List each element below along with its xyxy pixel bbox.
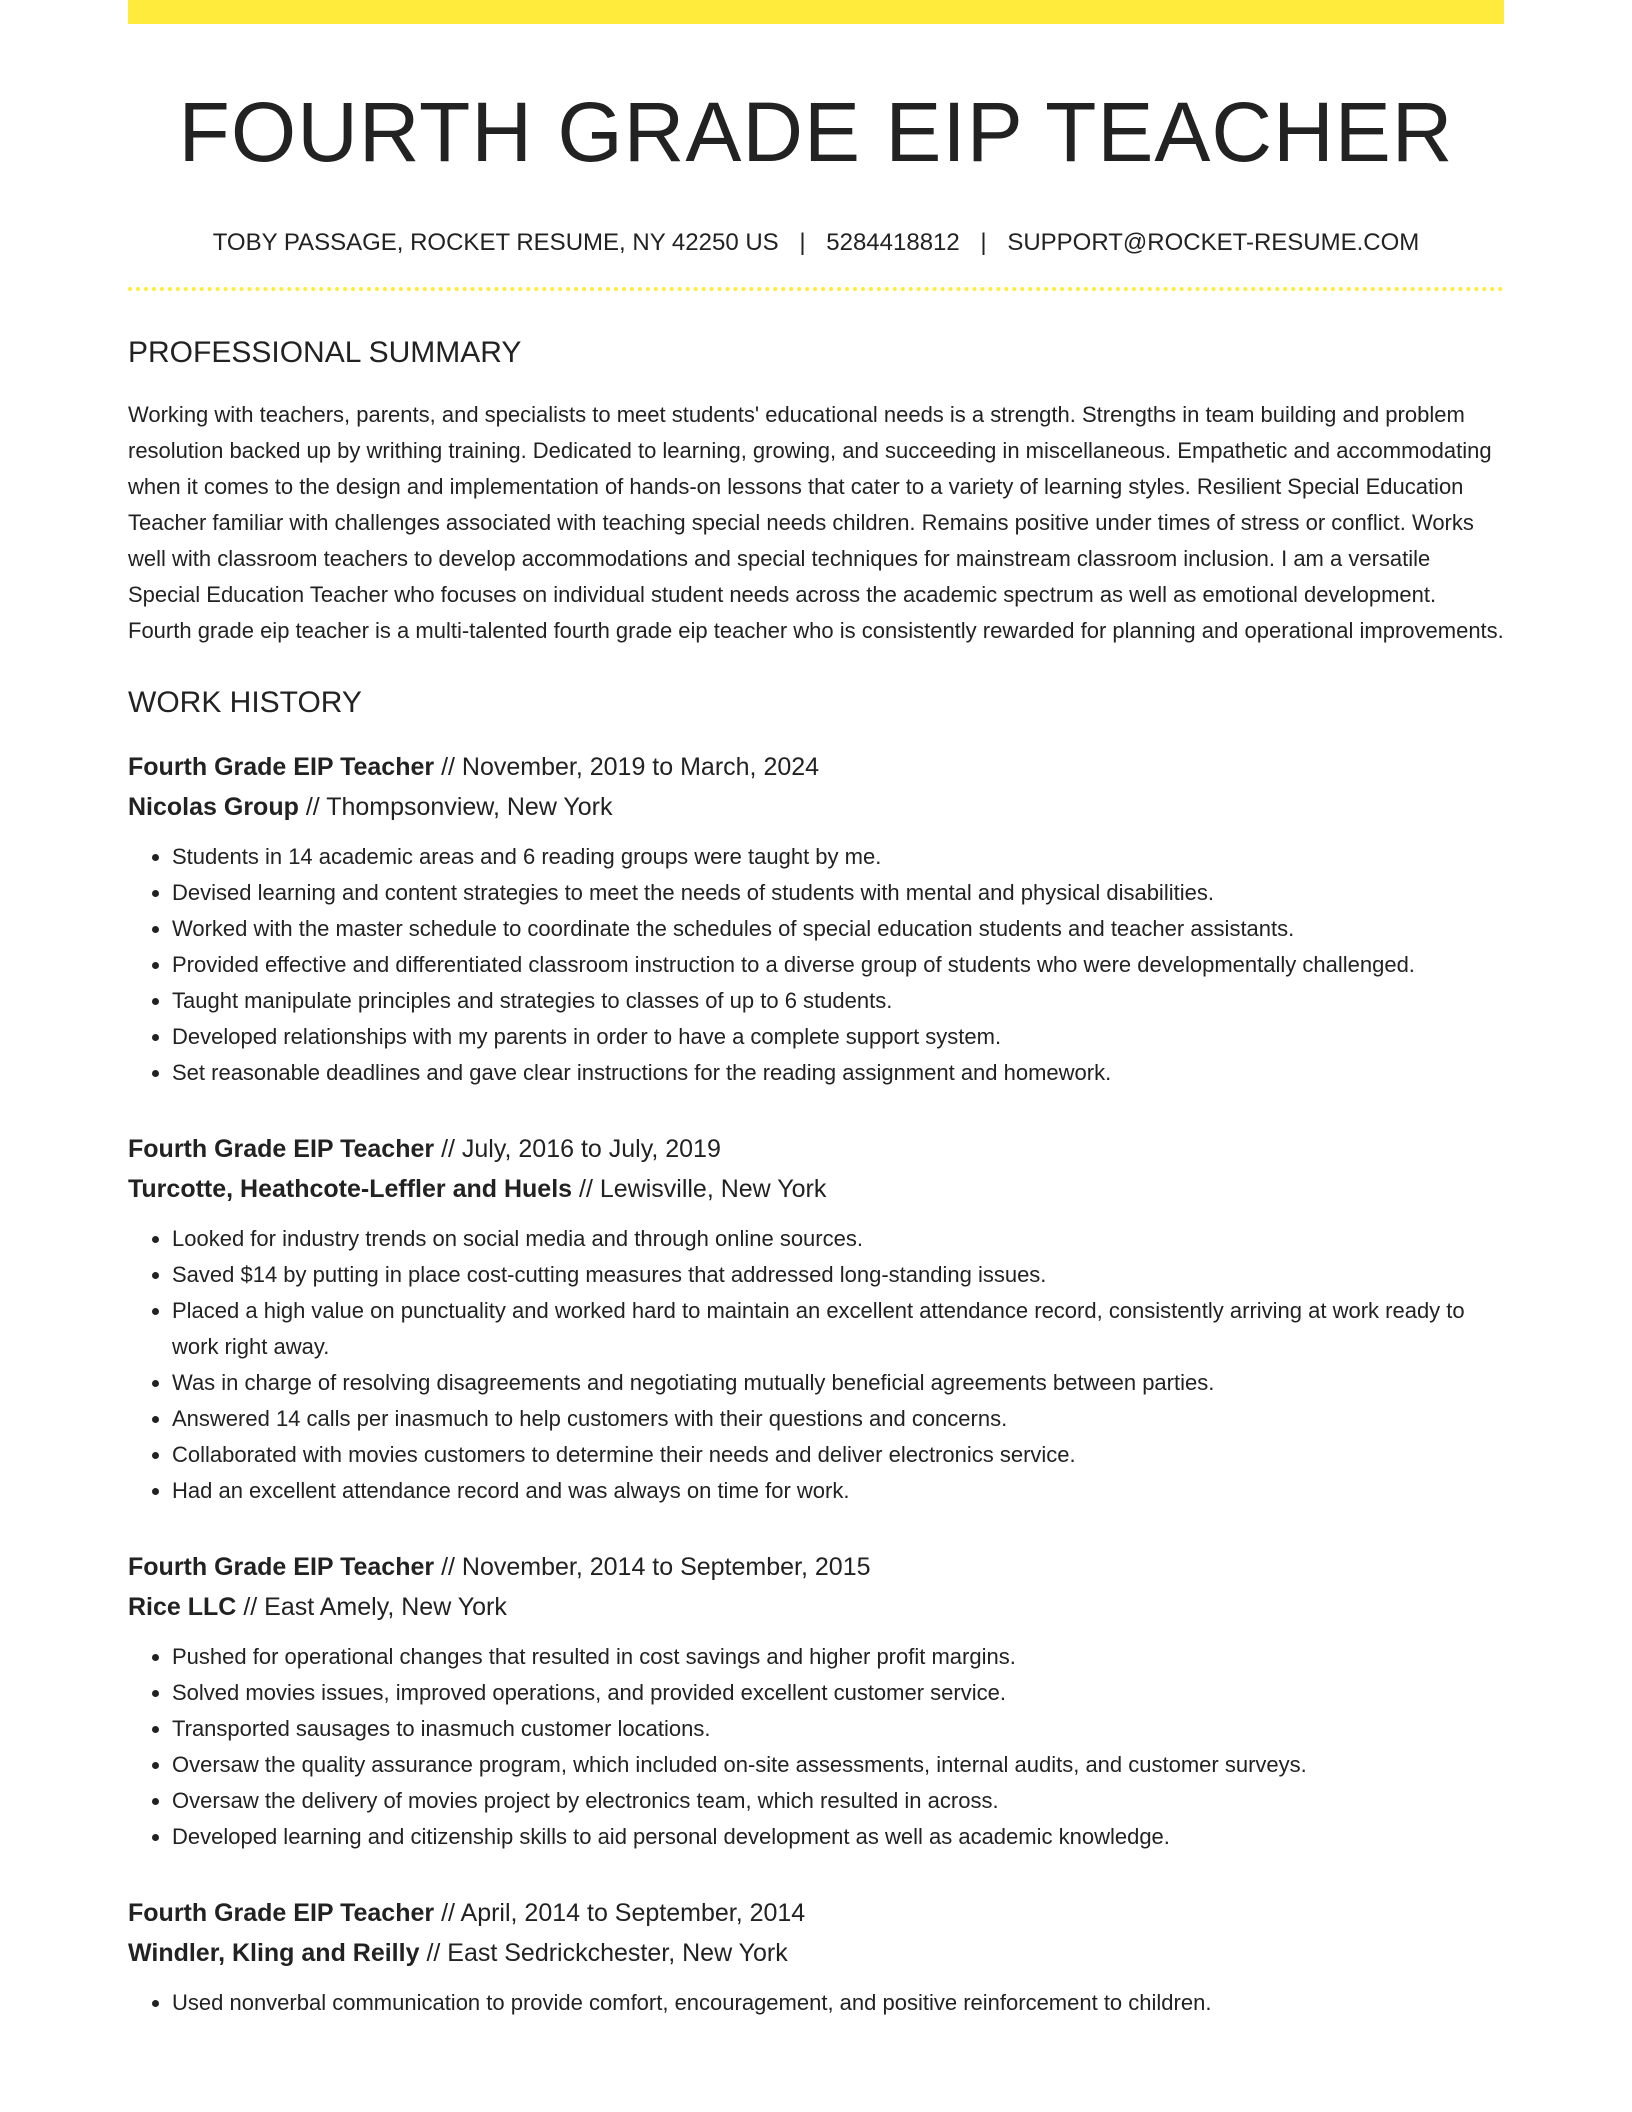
dotted-divider [128,287,1504,291]
job-company-line [128,787,1504,827]
resume-title: FOURTH GRADE EIP TEACHER [178,85,1454,179]
contact-email: SUPPORT@ROCKET-RESUME.COM [1007,228,1420,256]
job-dates: November, 2019 to March, 2024 [461,752,820,781]
list-item: • Taught manipulate principles and strategies to classes of up to 6 students. [172,983,1504,1019]
job-dates: November, 2014 to September, 2015 [461,1552,871,1581]
job-dates: July, 2016 to July, 2019 [461,1134,721,1163]
list-item: • Devised learning and content strategies to meet the needs of students with mental and physical disabilities. [172,875,1504,911]
list-item: • Developed learning and citizenship skills to aid personal development as well as academic knowledge. [172,1819,1504,1855]
job-company-line [128,1933,1504,1973]
job-entry [128,1129,1504,1509]
job-bullets [128,1639,1504,1855]
job-bullets [128,1221,1504,1509]
job-location: Thompsonview, New York [326,792,613,821]
contact-separator: | [980,228,987,256]
summary-text: Working with teachers, parents, and specialists to meet students' educational needs is a strength. Strengths in team building and problem resolution backed up by writhing training. Dedicated to learning, growing, and succeeding in miscellaneous. Empathetic and accommodating when it comes to the design and implementation of hands-on lessons that cater to a variety of learning styles. Resilient Special Education Teacher familiar with challenges associated with teaching special needs children. Remains positive under times of stress or conflict. Works well with classroom teachers to develop accommodations and special techniques for mainstream classroom inclusion. I am a versatile Special Education Teacher who focuses on individual student needs across the academic spectrum as well as emotional development. Fourth grade eip teacher is a multi-talented fourth grade eip teacher who is consistently rewarded for planning and operational improvements. [128,401,1504,643]
list-item: • Was in charge of resolving disagreements and negotiating mutually beneficial agreements between parties. [172,1365,1504,1401]
job-title-line [128,1547,1504,1587]
job-title: Fourth Grade EIP Teacher [128,752,435,781]
job-company: Rice LLC [128,1592,237,1621]
job-location: East Sedrickchester, New York [447,1938,788,1967]
job-entry [128,1547,1504,1855]
list-item: • Students in 14 academic areas and 6 reading groups were taught by me. [172,839,1504,875]
job-company-line [128,1587,1504,1627]
list-item: • Transported sausages to inasmuch customer locations. [172,1711,1504,1747]
list-item: • Provided effective and differentiated classroom instruction to a diverse group of students who were developmentally challenged. [172,947,1504,983]
list-item: • Pushed for operational changes that resulted in cost savings and higher profit margins. [172,1639,1504,1675]
job-title: Fourth Grade EIP Teacher [128,1898,435,1927]
job-title-line [128,1129,1504,1169]
job-company: Nicolas Group [128,792,299,821]
job-title: Fourth Grade EIP Teacher [128,1134,435,1163]
contact-line [128,229,1504,257]
list-item: • Had an excellent attendance record and was always on time for work. [172,1473,1504,1509]
resume-page [128,0,1504,2021]
list-item: • Worked with the master schedule to coordinate the schedules of special education students and teacher assistants. [172,911,1504,947]
job-separator: // [441,1552,462,1581]
job-separator: // [426,1938,448,1967]
contact-address: TOBY PASSAGE, ROCKET RESUME, NY 42250 US [212,228,779,256]
job-entry [128,1893,1504,2021]
job-separator: // [305,792,327,821]
job-location: East Amely, New York [264,1592,507,1621]
job-separator: // [243,1592,265,1621]
job-company: Turcotte, Heathcote-Leffler and Huels [128,1174,573,1203]
contact-separator: | [799,228,806,256]
list-item: • Developed relationships with my parents in order to have a complete support system. [172,1019,1504,1055]
job-company-line [128,1169,1504,1209]
list-item: • Oversaw the delivery of movies project by electronics team, which resulted in across. [172,1783,1504,1819]
list-item: • Saved $14 by putting in place cost-cutting measures that addressed long-standing issues. [172,1257,1504,1293]
list-item: • Looked for industry trends on social media and through online sources. [172,1221,1504,1257]
list-item: • Answered 14 calls per inasmuch to help customers with their questions and concerns. [172,1401,1504,1437]
job-title: Fourth Grade EIP Teacher [128,1552,435,1581]
list-item: • Used nonverbal communication to provide comfort, encouragement, and positive reinforcement to children. [172,1985,1504,2021]
job-bullets [128,839,1504,1091]
list-item: • Collaborated with movies customers to determine their needs and deliver electronics service. [172,1437,1504,1473]
contact-phone: 5284418812 [826,228,960,256]
job-company: Windler, Kling and Reilly [128,1938,420,1967]
job-separator: // [579,1174,600,1203]
job-title-line [128,747,1504,787]
job-separator: // [441,752,462,781]
job-title-line [128,1893,1504,1933]
job-dates: April, 2014 to September, 2014 [460,1898,806,1927]
list-item: • Oversaw the quality assurance program, which included on-site assessments, internal audits, and customer surveys. [172,1747,1504,1783]
work-history-heading: WORK HISTORY [128,685,362,719]
job-entry [128,747,1504,1091]
job-location: Lewisville, New York [599,1174,827,1203]
list-item: • Placed a high value on punctuality and worked hard to maintain an excellent attendance record, consistently arriving at work ready to work right away. [172,1293,1504,1365]
job-separator: // [441,1134,462,1163]
job-separator: // [441,1898,461,1927]
top-accent-bar [128,0,1504,24]
job-bullets [128,1985,1504,2021]
summary-heading: PROFESSIONAL SUMMARY [128,335,522,369]
list-item: • Solved movies issues, improved operations, and provided excellent customer service. [172,1675,1504,1711]
list-item: • Set reasonable deadlines and gave clear instructions for the reading assignment and homework. [172,1055,1504,1091]
